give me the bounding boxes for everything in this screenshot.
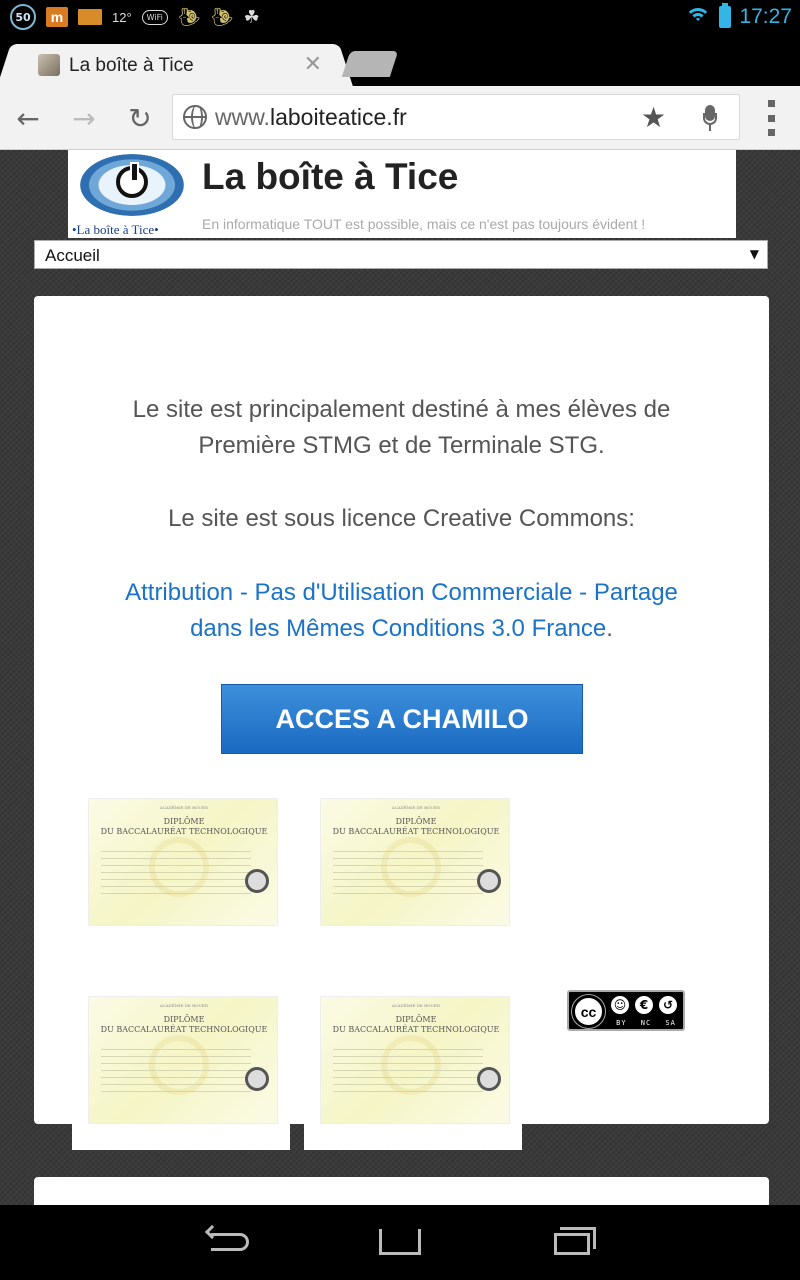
attribution-icon: ☺ [609, 994, 631, 1016]
creative-commons-badge[interactable] [567, 990, 685, 1031]
license-link[interactable]: Attribution - Pas d'Utilisation Commerciale - Partage [125, 579, 678, 606]
overflow-menu-icon[interactable] [766, 100, 776, 136]
tab-active[interactable] [14, 44, 336, 86]
secondary-content-card [34, 1177, 769, 1205]
temperature: 12° [112, 9, 132, 25]
new-tab-button[interactable] [342, 51, 398, 77]
status-bar [0, 0, 800, 34]
power-icon [116, 166, 148, 198]
image-frame [304, 1124, 522, 1150]
bookmark-star-icon[interactable]: ★ [641, 101, 667, 134]
notification-icons [10, 0, 260, 34]
mail-icon [78, 9, 102, 25]
close-icon[interactable]: ✕ [303, 52, 322, 77]
diploma-image[interactable]: ACADÉMIE DE ROUEN DIPLÔME DU BACCALAURÉAT TECHNOLOGIQUE [320, 798, 510, 926]
diploma-image[interactable]: ACADÉMIE DE ROUEN DIPLÔME DU BACCALAURÉAT TECHNOLOGIQUE [88, 996, 278, 1124]
acces-chamilo-button[interactable]: ACCES A CHAMILO [221, 684, 583, 754]
main-content-card [34, 296, 769, 1124]
url-text[interactable]: www.laboiteatice.fr [215, 104, 407, 130]
clock: 17:27 [739, 5, 792, 28]
reload-icon[interactable]: ↻ [128, 101, 152, 135]
recent-apps-icon[interactable] [548, 1225, 598, 1259]
favicon-icon [38, 54, 60, 76]
license-intro: Le site est sous licence Creative Commons: [168, 505, 635, 532]
microphone-icon[interactable] [703, 105, 717, 131]
seal-icon [477, 1067, 501, 1091]
license-paragraph: Attribution - Pas d'Utilisation Commerciale - Partage dans les Mêmes Conditions 3.0 France. [125, 579, 678, 642]
navigation-select[interactable] [34, 240, 768, 269]
site-tagline: En informatique TOUT est possible, mais ce n'est pas toujours évident ! [202, 216, 646, 232]
cc-icon: cc [572, 995, 605, 1028]
dropdown-arrow-icon: ▼ [749, 247, 759, 261]
site-logo [76, 152, 188, 220]
home-icon[interactable] [375, 1225, 425, 1259]
count-badge-icon: 50 [10, 4, 36, 30]
tab-strip [0, 34, 800, 86]
wifi-signal-icon [685, 6, 711, 28]
intro-text: Le site est principalement destiné à mes élèves de Première STMG et de Terminale STG. [132, 396, 671, 459]
tab-title: La boîte à Tice [69, 55, 194, 76]
browser-toolbar [0, 86, 800, 150]
address-bar[interactable] [172, 94, 740, 140]
seal-icon [245, 1067, 269, 1091]
diploma-image[interactable]: ACADÉMIE DE ROUEN DIPLÔME DU BACCALAURÉAT TECHNOLOGIQUE [320, 996, 510, 1124]
license-link[interactable]: dans les Mêmes Conditions 3.0 France [190, 615, 607, 642]
noncommercial-icon: € [633, 994, 655, 1016]
forward-arrow-icon[interactable]: → [72, 101, 96, 135]
wifi-app-icon: WiFi [142, 10, 168, 25]
globe-icon [183, 105, 207, 129]
back-arrow-icon[interactable]: ← [16, 101, 40, 135]
sharealike-icon: ↺ [657, 994, 679, 1016]
nav-select-value: Accueil [45, 246, 100, 265]
battery-charging-icon [719, 6, 731, 28]
back-icon[interactable] [205, 1225, 255, 1259]
cc-labels: BY NC SA [616, 1019, 676, 1027]
web-page [0, 150, 800, 1205]
site-title: La boîte à Tice [202, 156, 459, 197]
system-icons [685, 0, 792, 34]
system-navigation-bar [0, 1205, 800, 1280]
logo-caption: •La boîte à Tice• [72, 222, 159, 237]
m-app-icon: m [46, 7, 68, 27]
snail-icon: 🐌︎ [177, 6, 201, 27]
site-banner[interactable] [68, 150, 736, 238]
snail-icon: 🐌︎ [210, 6, 234, 27]
diploma-image[interactable]: ACADÉMIE DE ROUEN DIPLÔME DU BACCALAURÉAT TECHNOLOGIQUE [88, 798, 278, 926]
bird-icon: ☘ [243, 6, 260, 27]
seal-icon [245, 869, 269, 893]
image-frame [72, 1124, 290, 1150]
seal-icon [477, 869, 501, 893]
